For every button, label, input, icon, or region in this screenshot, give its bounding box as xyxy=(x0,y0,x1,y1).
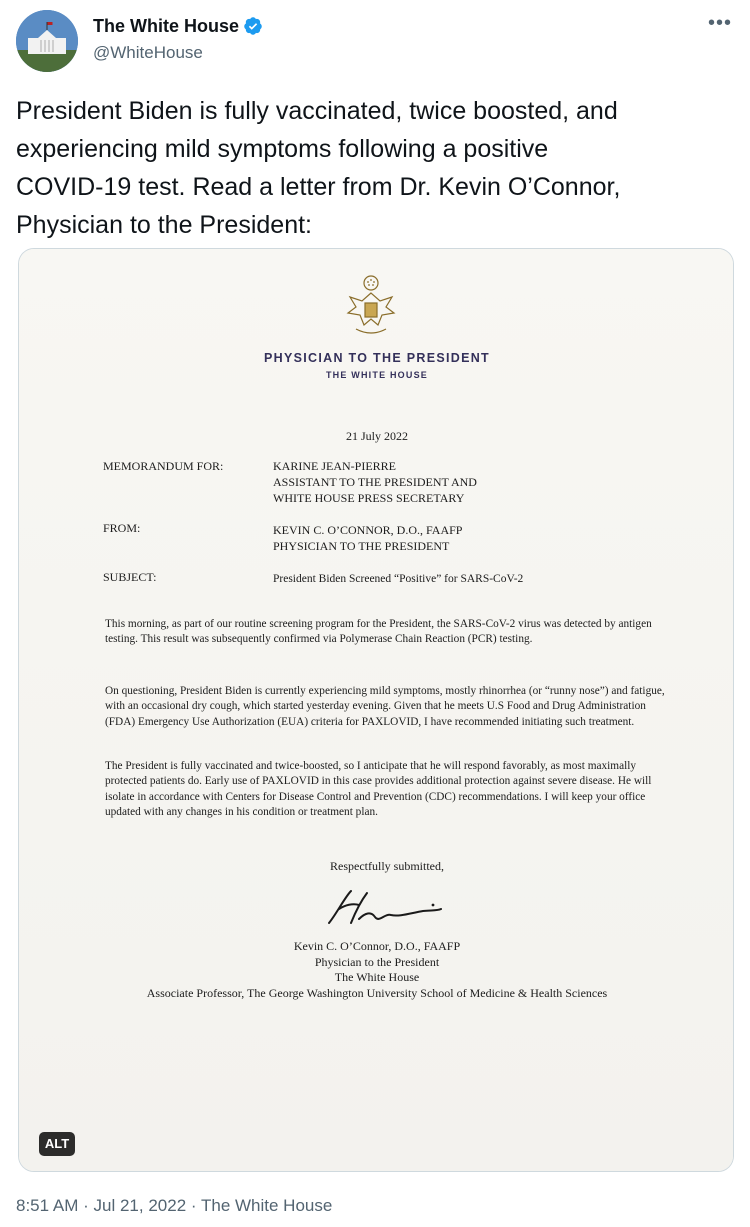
signature-line: The White House xyxy=(334,970,420,984)
from-label: FROM: xyxy=(103,521,141,535)
letter-date: 21 July 2022 xyxy=(345,429,408,443)
tweet-header xyxy=(16,10,734,72)
letter-closing: Respectfully submitted, xyxy=(330,859,444,873)
signature-line: Physician to the President xyxy=(314,954,440,969)
from-sender xyxy=(273,522,462,554)
memo-line: ASSISTANT TO THE PRESIDENT AND xyxy=(273,475,477,489)
presidential-seal-icon xyxy=(342,273,400,339)
handle[interactable]: @WhiteHouse xyxy=(93,43,203,62)
separator: · xyxy=(190,1196,197,1215)
alt-text-button[interactable]: ALT xyxy=(39,1132,75,1156)
subject-value: President Biden Screened “Positive” for SARS-CoV-2 xyxy=(273,573,524,585)
tweet-metadata xyxy=(16,1196,332,1216)
verified-badge-icon xyxy=(243,16,263,36)
from-line: KEVIN C. O’CONNOR, D.O., FAAFP xyxy=(273,523,463,537)
display-name[interactable]: The White House xyxy=(93,15,240,36)
account-name-block xyxy=(93,14,263,63)
subject-label: SUBJECT: xyxy=(103,570,157,584)
tweet-media[interactable] xyxy=(18,248,734,1172)
tweet-date[interactable]: Jul 21, 2022 xyxy=(93,1196,187,1215)
more-options-icon[interactable]: ••• xyxy=(707,12,732,34)
memo-recipient xyxy=(273,458,477,506)
tweet-source[interactable]: The White House xyxy=(200,1196,333,1215)
letter-paragraph: The President is fully vaccinated and twice-boosted, so I anticipate that he will respond favorably, as most maximally protected patients do. Early use of PAXLOVID in this case provides additional protection against severe disease. He will isolate in accordance with Centers for Disease Control and Prevention (CDC) recommendations. I will keep your office updated with any changes in his condition or treatment plan. xyxy=(105,760,652,819)
signature-line: Kevin C. O’Connor, D.O., FAAFP xyxy=(293,939,461,953)
signature-line: Associate Professor, The George Washington University School of Medicine & Health Sciences xyxy=(146,985,608,1000)
letter-paragraph: On questioning, President Biden is currently experiencing mild symptoms, mostly rhinorrhea (or “runny nose”) and fatigue, with an occasional dry cough, which started yesterday evening. Given that he meets U.S Food and Drug Administration (FDA) Emergency Use Authorization (EUA) criteria for PAXLOVID, I have recommended initiating such treatment. xyxy=(105,685,665,728)
memo-label: MEMORANDUM FOR: xyxy=(103,459,224,473)
signature-block xyxy=(19,939,734,1001)
letterhead-subtitle: THE WHITE HOUSE xyxy=(325,370,428,380)
letter-image xyxy=(19,249,734,1172)
handwritten-signature xyxy=(315,883,455,931)
tweet-time[interactable]: 8:51 AM xyxy=(16,1196,79,1215)
letterhead-title: PHYSICIAN TO THE PRESIDENT xyxy=(264,351,490,365)
from-line: PHYSICIAN TO THE PRESIDENT xyxy=(273,539,450,553)
memo-line: WHITE HOUSE PRESS SECRETARY xyxy=(273,491,465,505)
tweet-text: President Biden is fully vaccinated, twice boosted, and experiencing mild symptoms following a positive COVID-19 test. Read a letter from Dr. Kevin O’Connor, Physician to the President: xyxy=(16,97,621,239)
white-house-avatar-icon xyxy=(16,10,78,72)
separator: · xyxy=(83,1196,89,1215)
letter-paragraph: This morning, as part of our routine screening program for the President, the SARS-CoV-2 virus was detected by antigen testing. This result was subsequently confirmed via Polymerase Chain Reaction (PCR) testing. xyxy=(105,618,652,646)
avatar[interactable] xyxy=(16,10,78,72)
memo-line: KARINE JEAN-PIERRE xyxy=(273,459,396,473)
display-name-row xyxy=(93,14,263,38)
